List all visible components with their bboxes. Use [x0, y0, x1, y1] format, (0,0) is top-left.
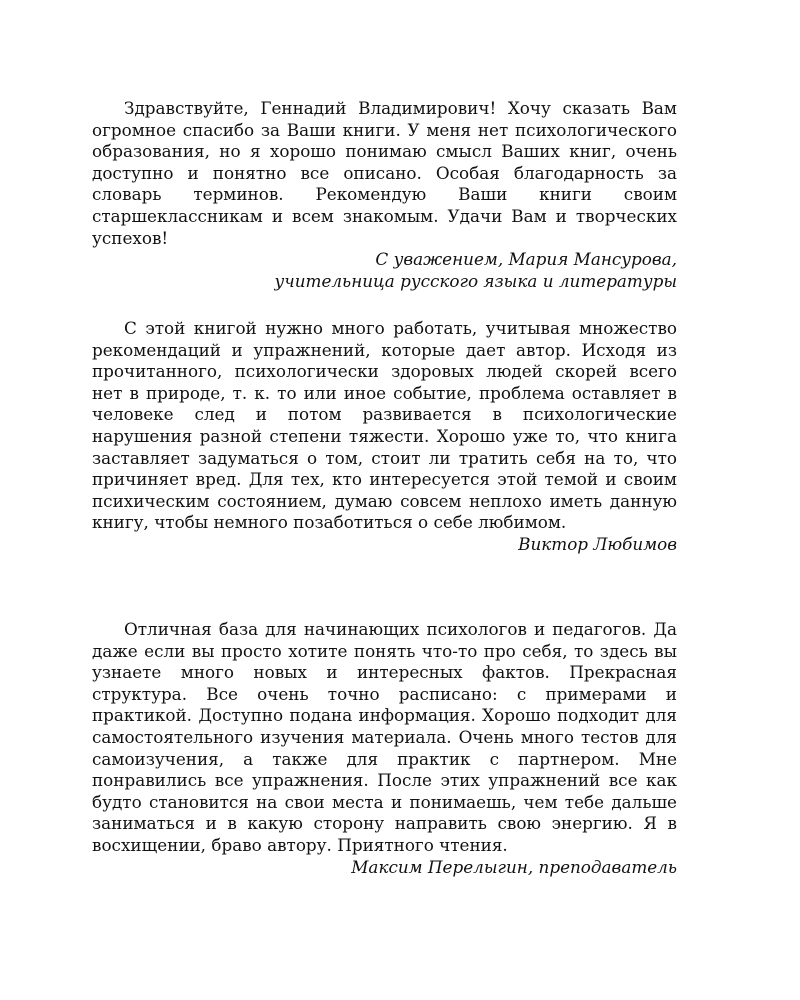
review-signature	[92, 857, 677, 879]
signature-line-1: Виктор Любимов	[518, 533, 677, 554]
review-text: С этой книгой нужно много работать, учитывая множество рекомендаций и упражнений, которые дает автор. Исходя из прочитанного, психологически здоровых людей скорей всего нет в природе, т. к. то или иное событие, проблема оставляет в человеке след и потом развивается в психологические нарушения разной степени тяжести. Хорошо уже то, что книга заставляет задуматься о том, стоит ли тратить себя на то, что причиняет вред. Для тех, кто интересуется этой темой и своим психическим состоянием, думаю совсем неплохо иметь данную книгу, чтобы немного позаботиться о себе любимом.	[92, 318, 677, 533]
review-signature	[92, 534, 677, 556]
review-text: Отличная база для начинающих психологов и педагогов. Да даже если вы просто хотите понять что-то про себя, то здесь вы узнаете много новых и интересных фактов. Прекрасная структура. Все очень точно расписано: с примерами и практикой. Доступно подана информация. Хорошо подходит для самостоятельного изучения материала. Очень много тестов для самоизучения, а также для практик с партнером. Мне понравились все упражнения. После этих упражнений все как будто становится на свои места и понимаешь, чем тебе дальше заниматься и в какую сторону направить свою энергию. Я в восхищении, браво автору. Приятного чтения.	[92, 619, 677, 855]
review-3	[92, 619, 677, 878]
review-signature	[92, 249, 677, 292]
signature-line-1: С уважением, Мария Мансурова,	[375, 249, 677, 270]
signature-line-2: учительница русского языка и литературы	[274, 270, 677, 291]
review-1	[92, 98, 677, 292]
signature-line-1: Максим Перелыгин, преподаватель	[351, 856, 677, 877]
review-text: Здравствуйте, Геннадий Владимирович! Хочу сказать Вам огромное спасибо за Ваши книги. У меня нет психологического образования, но я хорошо понимаю смысл Ваших книг, очень доступно и понятно все описано. Особая благодарность за словарь терминов. Рекомендую Ваши книги своим старшеклассникам и всем знакомым. Удачи Вам и творческих успехов!	[92, 98, 677, 248]
review-2	[92, 318, 677, 556]
